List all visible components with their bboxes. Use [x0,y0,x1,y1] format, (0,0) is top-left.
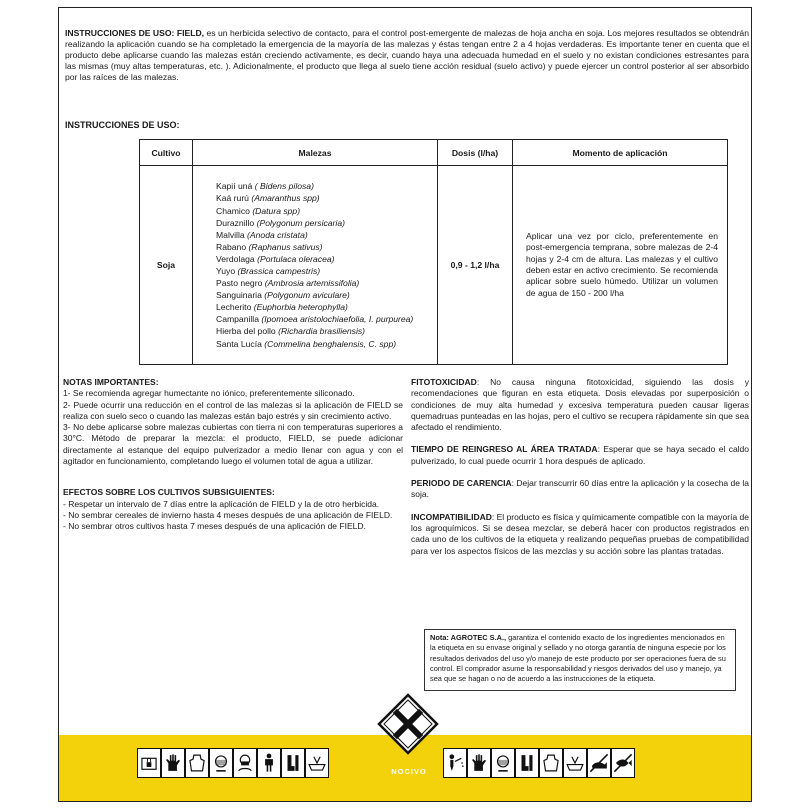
phyto-title: FITOTOXICIDAD [411,377,477,387]
moment-cell [513,166,728,365]
weed-scientific-name: (Amaranthus spp) [251,193,320,204]
weed-scientific-name: (Datura spp) [252,205,301,216]
weeds-list [194,180,436,349]
weed-item [216,253,436,265]
wash-icon [563,748,587,778]
effects-title: EFECTOS SOBRE LOS CULTIVOS SUBSIGUIENTES: [63,487,275,498]
moment-text: Aplicar una vez por ciclo, preferentemente en post-emergencia temprana, sobre malezas de 2-4 hojas y 2-4 cm de altura. Las malezas y el cultivo deben estar en activo crecimiento. Se recomienda aplicar sobre suelo húmedo. Utilizar un volumen de agua de 150 - 200 l/ha [526,230,718,298]
face-shield-icon [209,748,233,778]
weed-item [216,265,436,277]
mask-icon [233,748,257,778]
weed-scientific-name: (Anoda cristata) [247,229,308,240]
warranty-note [424,629,736,691]
boots-icon [515,748,539,778]
hazard-diamond-icon [377,693,439,755]
notes-item: 2- Puede ocurrir una reducción en el control de las malezas si la aplicación de FIELD se realiza con suelo seco o cuando las malezas están bajo estrés y sin crecimiento activo. [63,399,403,421]
effects-item: - No sembrar cereales de invierno hasta 4 meses después de una aplicación de FIELD. [63,509,393,520]
header-dose: Dosis (l/ha) [438,140,513,166]
compat-title: INCOMPATIBILIDAD [411,511,492,522]
weed-common-name: Rabano [216,241,247,252]
weed-item [216,192,436,204]
weed-common-name: Hierba del pollo [216,326,276,337]
phyto-block [411,377,749,433]
wash-icon [305,748,329,778]
apron-icon [185,748,209,778]
hazard-label: NOCIVO [391,767,427,776]
weed-item [216,241,436,253]
notes-item: 1- Se recomienda agregar humectante no iónico, preferentemente siliconado. [63,388,355,399]
weed-item [216,289,436,301]
weed-common-name: Yuyo [216,266,236,276]
weed-common-name: Santa Lucía [216,338,262,349]
weed-scientific-name: (Ambrosia artemissifolia) [264,278,360,289]
weed-scientific-name: (Ipomoea aristolochiaefolia, I. purpurea) [261,314,414,325]
right-column [411,377,749,568]
weed-item [216,180,436,192]
header-crop: Cultivo [140,140,193,166]
face-shield-icon [491,748,515,778]
note-text: garantiza el contenido exacto de los ingredientes mencionados en la etiqueta en su envase original y sellado y no otorga garantía de ninguna especie por los resultados derivados del uso y/o manejo de este producto por ser operaciones fuera de su control. El comprador asume la responsabilidad y riesgos derivados del uso y manejo, ya sea que se hagan o no de acuerdo a las instrucciones de la etiqueta. [430,633,726,684]
table-row [140,166,728,365]
effects-block [63,487,403,532]
boots-icon [281,748,305,778]
gloves-icon [467,748,491,778]
apron-icon [539,748,563,778]
weed-item [216,217,436,229]
weed-common-name: Malvilla [216,229,245,240]
intro-paragraph [65,28,749,83]
weed-scientific-name: (Brassica campestris) [237,266,321,276]
weed-item [216,325,436,337]
weeds-cell [193,166,438,365]
overalls-icon [257,748,281,778]
weed-item [216,301,436,313]
weed-scientific-name: (Polygonum persicaria) [256,217,345,228]
weed-common-name: Chamico [216,205,250,216]
section-title: INSTRUCCIONES DE USO: [65,120,180,130]
weed-common-name: Verdolaga [216,253,255,264]
left-column [63,377,403,544]
weed-scientific-name: (Portulaca oleracea) [257,253,335,264]
weed-scientific-name: (Commelina benghalensis, C. spp) [264,338,397,349]
spray-icon [443,748,467,778]
weed-scientific-name: ( Bidens pilosa) [254,181,314,192]
phyto-text: : No causa ninguna fitotoxicidad, siguiendo las dosis y recomendaciones que figuran en esta etiqueta. Dosis elevadas por superposición o condiciones de muy alta humedad y excesiva temperatura pueden causar ligeras quemadruas punteadas en las hojas, pero el cultivo se recupera rápidamente sin que sea afectado el rendimiento. [411,377,749,433]
waiting-text: : Dejar transcurrir 60 días entre la aplicación y la cosecha de la soja. [411,478,749,500]
weed-scientific-name: (Euphorbia heterophylla) [253,302,348,313]
notes-title: NOTAS IMPORTANTES: [63,377,159,387]
waiting-block [411,478,749,501]
intro-text: es un herbicida selectivo de contacto, para el control post-emergente de malezas de hoja ancha en soja. Los mejores resultados se obtendrán realizando la aplicación cuando se ha completado la emergencia de la mayoría de las malezas y éstas tengan entre 2 a 4 hojas verdaderas. Es importante tener en cuenta que el producto debe aplicarse cuando las malezas están creciendo activamente, es decir, cuando haya una adecuada humedad en el suelo y no existan condiciones estresantes para las mismas (muy altas temperaturas, etc. ). Adicionalmente, el producto que llega al suelo tiene acción residual (suelo activo) y puede ejercer un control posterior al ser absorbido por las raíces de las malezas. [65,28,749,82]
weed-common-name: Sanguinaria [216,290,262,301]
note-title: Nota: AGROTEC S.A., [430,633,507,642]
weed-scientific-name: (Richardia brasiliensis) [278,326,366,337]
weed-common-name: Campanilla [216,314,259,325]
reentry-text: : Esperar que se haya secado el caldo pulverizado, lo cual puede ocurrir 1 hora después de aplicado. [411,444,750,466]
label-panel [58,7,752,802]
intro-title: INSTRUCCIONES DE USO: FIELD, [65,28,205,38]
weed-item [216,205,436,217]
store-locked-icon [137,748,161,778]
waiting-title: PERIODO DE CARENCIA [411,478,512,489]
weed-common-name: Pasto negro [216,278,263,289]
weed-item [216,338,436,350]
compat-block [411,512,749,557]
reentry-block [411,444,749,467]
weed-common-name: Lecherito [216,302,252,313]
fish-hazard-icon [611,748,635,778]
weed-item [216,229,436,241]
weed-item [216,313,436,325]
notes-block [63,377,403,467]
weed-common-name: Kaá rurú [216,193,249,204]
weed-item [216,277,436,289]
table-header-row [140,140,728,166]
compat-text: : El producto es física y químicamente compatible con la mayoría de los agroquímicos. Si se desea mezclar, se deberá hacer con productos registrados en cada uno de los cultivos de la etiqueta y realizando pequeñas pruebas de compatibilidad para ver los aspectos físicos de las mezclas y su acción sobre las plantas tratadas. [411,511,749,556]
dose-cell: 0,9 - 1,2 l/ha [438,166,513,365]
weed-scientific-name: (Polygonum aviculare) [264,290,350,301]
notes-item: 3- No debe aplicarse sobre malezas cubiertas con tierra ni con temperaturas superiores a 30°C. Método de preparar la mezcla: el producto, FIELD, se puede adicionar directamente al estanque del equipo pulverizador a medio llenar con agua y con el agitador en funcionamiento, completando luego el volumen total de agua a utilizar. [63,422,403,467]
dose-table [139,139,728,365]
weed-scientific-name: (Raphanus sativus) [248,241,323,252]
effects-item: - No sembrar otros cultivos hasta 7 meses después de una aplicación de FIELD. [63,521,366,532]
header-weeds: Malezas [193,140,438,166]
crop-cell: Soja [140,166,193,365]
effects-item: - Respetar un intervalo de 7 días entre la aplicación de FIELD y la de otro herbicida. [63,498,380,509]
reentry-title: TIEMPO DE REINGRESO AL ÁREA TRATADA [411,444,598,455]
weed-common-name: Duraznillo [216,217,255,228]
header-moment: Momento de aplicación [513,140,728,166]
weed-common-name: Kapií uná [216,181,253,192]
gloves-icon [161,748,185,778]
animal-hazard-icon [587,748,611,778]
